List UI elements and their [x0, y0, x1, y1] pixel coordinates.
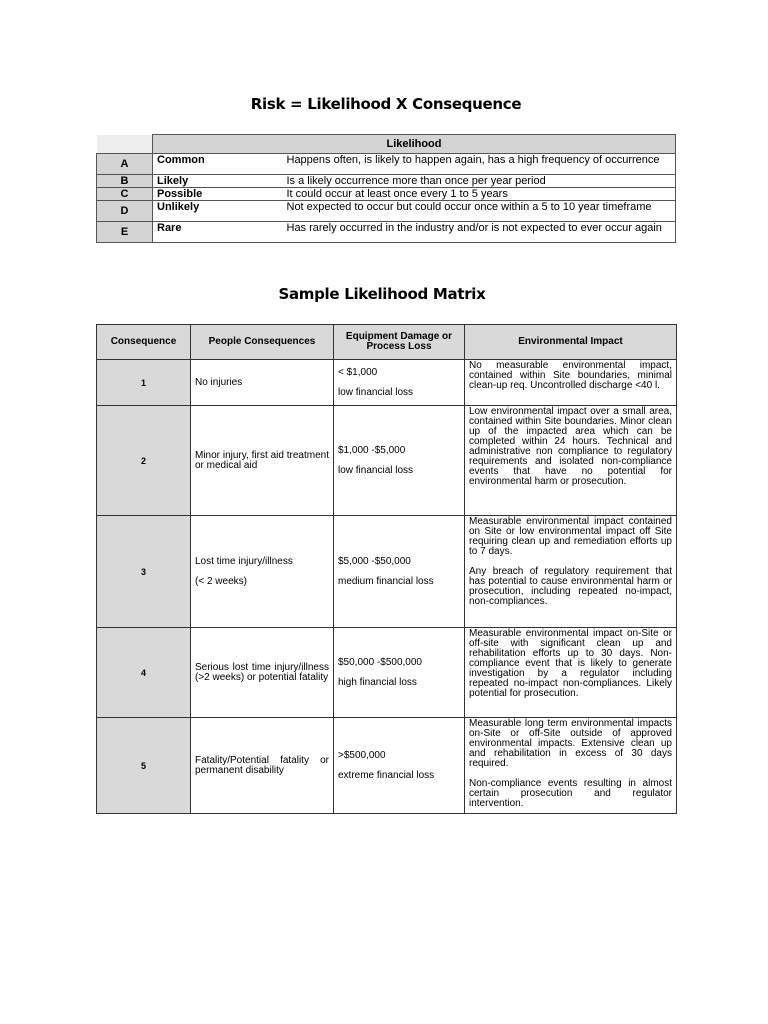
likelihood-level: Common	[153, 154, 283, 175]
people-consequence-text: Lost time injury/illness	[195, 555, 293, 567]
people-consequence: No injuries	[191, 360, 334, 406]
likelihood-description: Is a likely occurrence more than once per year period	[283, 175, 676, 188]
environmental-impact-text: Measurable environmental impact on-Site or off-site with significant clean up and rehabilitation efforts up to 30 days. Non-compliance event that is likely to generate investigation by a regulator including repeated no-impact non-compliances. Likely potential for prosecution.	[469, 628, 672, 699]
likelihood-letter: D	[97, 201, 153, 222]
people-consequence	[191, 516, 334, 628]
likelihood-letter: B	[97, 175, 153, 188]
consequence-row	[97, 516, 677, 628]
equipment-amount: $50,000 -$500,000	[338, 656, 422, 668]
likelihood-row	[97, 154, 676, 175]
environmental-impact-text: Non-compliance events resulting in almost certain prosecution and regulator intervention.	[469, 778, 672, 809]
people-consequence-duration: (< 2 weeks)	[195, 575, 247, 587]
consequence-header: Consequence	[97, 325, 191, 360]
likelihood-header: Likelihood	[153, 135, 676, 154]
equipment-amount: $1,000 -$5,000	[338, 444, 406, 456]
environmental-impact	[465, 360, 677, 406]
likelihood-description: Happens often, is likely to happen again, has a high frequency of occurrence	[283, 154, 676, 175]
likelihood-description: Has rarely occurred in the industry and/or is not expected to ever occur again	[283, 222, 676, 243]
likelihood-row	[97, 175, 676, 188]
financial-loss-level: high financial loss	[338, 676, 417, 688]
equipment-amount: < $1,000	[338, 366, 378, 378]
consequence-table	[96, 324, 677, 814]
likelihood-header-row	[97, 135, 676, 154]
equipment-loss	[334, 628, 465, 718]
likelihood-description: It could occur at least once every 1 to 5 years	[283, 188, 676, 201]
equipment-loss	[334, 406, 465, 516]
environmental-impact-text: No measurable environmental impact, contained within Site boundaries, minimal clean-up req. Uncontrolled discharge <40 l.	[469, 360, 672, 391]
consequence-number: 3	[97, 516, 191, 628]
consequence-row	[97, 360, 677, 406]
consequence-row	[97, 628, 677, 718]
financial-loss-level: low financial loss	[338, 464, 414, 476]
environment-header: Environmental Impact	[465, 325, 677, 360]
equipment-loss	[334, 360, 465, 406]
environmental-impact-text: Any breach of regulatory requirement that has potential to cause environmental harm or prosecution, including repeated no-impact, non-compliances.	[469, 566, 672, 607]
equipment-loss	[334, 718, 465, 814]
environmental-impact	[465, 516, 677, 628]
header-blank-cell	[97, 135, 153, 154]
page-title: Risk = Likelihood X Consequence	[250, 95, 522, 113]
people-header: People Consequences	[191, 325, 334, 360]
likelihood-table	[96, 134, 676, 243]
likelihood-row	[97, 222, 676, 243]
likelihood-letter: E	[97, 222, 153, 243]
financial-loss-level: extreme financial loss	[338, 769, 435, 781]
equipment-loss	[334, 516, 465, 628]
consequence-number: 4	[97, 628, 191, 718]
likelihood-level: Unlikely	[153, 201, 283, 222]
environmental-impact	[465, 406, 677, 516]
equipment-header: Equipment Damage or Process Loss	[334, 325, 465, 360]
consequence-number: 5	[97, 718, 191, 814]
people-consequence: Minor injury, first aid treatment or medical aid	[191, 406, 334, 516]
likelihood-row	[97, 201, 676, 222]
environmental-impact	[465, 718, 677, 814]
people-consequence: Serious lost time injury/illness (>2 weeks) or potential fatality	[191, 628, 334, 718]
environmental-impact-text: Measurable long term environmental impacts on-Site or off-Site outside of approved environmental impacts. Extensive clean up and rehabilitation in excess of 30 days required.	[469, 718, 672, 769]
likelihood-letter: C	[97, 188, 153, 201]
likelihood-level: Possible	[153, 188, 283, 201]
likelihood-level: Likely	[153, 175, 283, 188]
people-consequence: Fatality/Potential fatality or permanent disability	[191, 718, 334, 814]
equipment-amount: $5,000 -$50,000	[338, 555, 411, 567]
consequence-number: 2	[97, 406, 191, 516]
likelihood-letter: A	[97, 154, 153, 175]
financial-loss-level: low financial loss	[338, 386, 414, 398]
equipment-amount: >$500,000	[338, 749, 386, 761]
consequence-number: 1	[97, 360, 191, 406]
likelihood-description: Not expected to occur but could occur once within a 5 to 10 year timeframe	[283, 201, 676, 222]
section-title: Sample Likelihood Matrix	[278, 285, 486, 303]
environmental-impact	[465, 628, 677, 718]
consequence-row	[97, 406, 677, 516]
likelihood-row	[97, 188, 676, 201]
financial-loss-level: medium financial loss	[338, 575, 434, 587]
likelihood-level: Rare	[153, 222, 283, 243]
consequence-row	[97, 718, 677, 814]
environmental-impact-text: Low environmental impact over a small area, contained within Site boundaries. Minor clean up of the impacted area which can be completed within 24 hours. Technical and administrative non compliance to regulatory requirements and isolated non-compliance events that have no potential for environmental harm or prosecution.	[469, 406, 672, 487]
consequence-header-row	[97, 325, 677, 360]
environmental-impact-text: Measurable environmental impact contained on Site or low environmental impact off Site requiring clean up and remediation efforts up to 7 days.	[469, 516, 672, 557]
